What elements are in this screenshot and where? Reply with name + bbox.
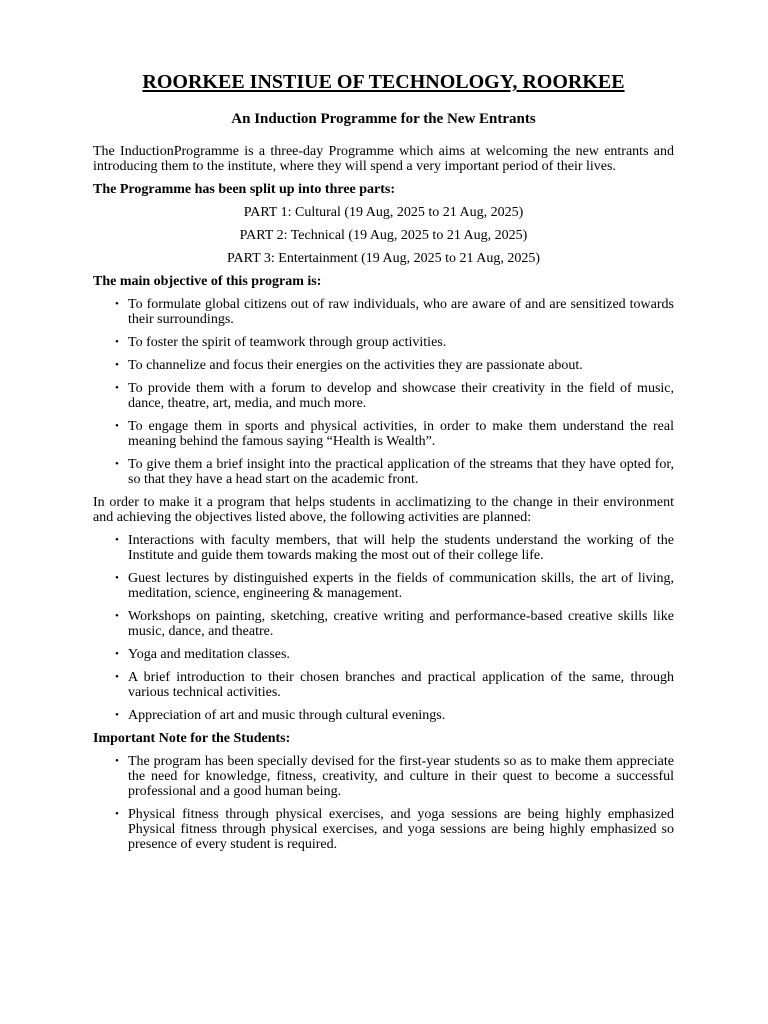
list-item-text: To provide them with a forum to develop and showcase their creativity in the field of music, dance, theatre, art, media, and much more.	[128, 381, 674, 411]
list-item-text: A brief introduction to their chosen branches and practical application of the same, through various technical activities.	[128, 670, 674, 700]
bullet-icon: •	[115, 709, 119, 721]
list-item	[93, 297, 674, 327]
bullet-icon: •	[115, 298, 119, 310]
list-item-text: The program has been specially devised for the first-year students so as to make them appreciate the need for knowledge, fitness, creativity, and culture in their quest to become a successful professional and a good human being.	[128, 754, 674, 799]
list-item	[93, 670, 674, 700]
part-1: PART 1: Cultural (19 Aug, 2025 to 21 Aug, 2025)	[243, 205, 524, 220]
document-body	[93, 70, 674, 852]
list-item	[93, 571, 674, 601]
bullet-icon: •	[115, 610, 119, 622]
activities-list	[93, 533, 674, 723]
list-item-text: To formulate global citizens out of raw individuals, who are aware of and are sensitized towards their surroundings.	[128, 297, 674, 327]
list-item-text: To engage them in sports and physical activities, in order to make them understand the real meaning behind the famous saying “Health is Wealth”.	[128, 419, 674, 449]
bullet-icon: •	[115, 755, 119, 767]
list-item	[93, 609, 674, 639]
objectives-list	[93, 297, 674, 487]
list-item	[93, 533, 674, 563]
document-title: ROORKEE INSTIUE OF TECHNOLOGY, ROORKEE	[142, 71, 625, 93]
list-item-text: Yoga and meditation classes.	[128, 647, 290, 662]
bullet-icon: •	[115, 648, 119, 660]
bullet-icon: •	[115, 336, 119, 348]
list-item	[93, 647, 674, 662]
list-item-text: Interactions with faculty members, that will help the students understand the working of the Institute and guide them towards making the most out of their college life.	[128, 533, 674, 563]
parts-heading: The Programme has been split up into three parts:	[93, 182, 396, 197]
list-item	[93, 457, 674, 487]
list-item	[93, 754, 674, 799]
bullet-icon: •	[115, 572, 119, 584]
list-item-text: To channelize and focus their energies on the activities they are passionate about.	[128, 358, 583, 373]
bullet-icon: •	[115, 382, 119, 394]
activities-intro: In order to make it a program that helps students in acclimatizing to the change in their environment and achieving the objectives listed above, the following activities are planned:	[93, 495, 674, 525]
list-item-text: To give them a brief insight into the practical application of the streams that they have opted for, so that they have a head start on the academic front.	[128, 457, 674, 487]
list-item-text: Physical fitness through physical exercises, and yoga sessions are being highly emphasized Physical fitness through physical exercises, and yoga sessions are being highly emphasized so presence of every student is required.	[128, 807, 674, 852]
list-item-text: Workshops on painting, sketching, creative writing and performance-based creative skills like music, dance, and theatre.	[128, 609, 674, 639]
bullet-icon: •	[115, 534, 119, 546]
list-item-text: Appreciation of art and music through cultural evenings.	[128, 708, 446, 723]
list-item-text: Guest lectures by distinguished experts in the fields of communication skills, the art of living, meditation, science, engineering & management.	[128, 571, 674, 601]
notes-list	[93, 754, 674, 852]
document-subtitle: An Induction Programme for the New Entrants	[231, 111, 536, 127]
list-item	[93, 381, 674, 411]
intro-paragraph: The InductionProgramme is a three-day Programme which aims at welcoming the new entrants and introducing them to the institute, where they will spend a very important period of their lives.	[93, 144, 674, 174]
list-item	[93, 419, 674, 449]
list-item	[93, 335, 674, 350]
objective-heading: The main objective of this program is:	[93, 274, 322, 289]
bullet-icon: •	[115, 420, 119, 432]
part-2: PART 2: Technical (19 Aug, 2025 to 21 Aug, 2025)	[239, 228, 528, 243]
note-heading: Important Note for the Students:	[93, 731, 291, 746]
bullet-icon: •	[115, 359, 119, 371]
bullet-icon: •	[115, 808, 119, 820]
list-item	[93, 358, 674, 373]
list-item	[93, 807, 674, 852]
bullet-icon: •	[115, 671, 119, 683]
list-item-text: To foster the spirit of teamwork through group activities.	[128, 335, 447, 350]
part-3: PART 3: Entertainment (19 Aug, 2025 to 21 Aug, 2025)	[227, 251, 540, 266]
list-item	[93, 708, 674, 723]
bullet-icon: •	[115, 458, 119, 470]
